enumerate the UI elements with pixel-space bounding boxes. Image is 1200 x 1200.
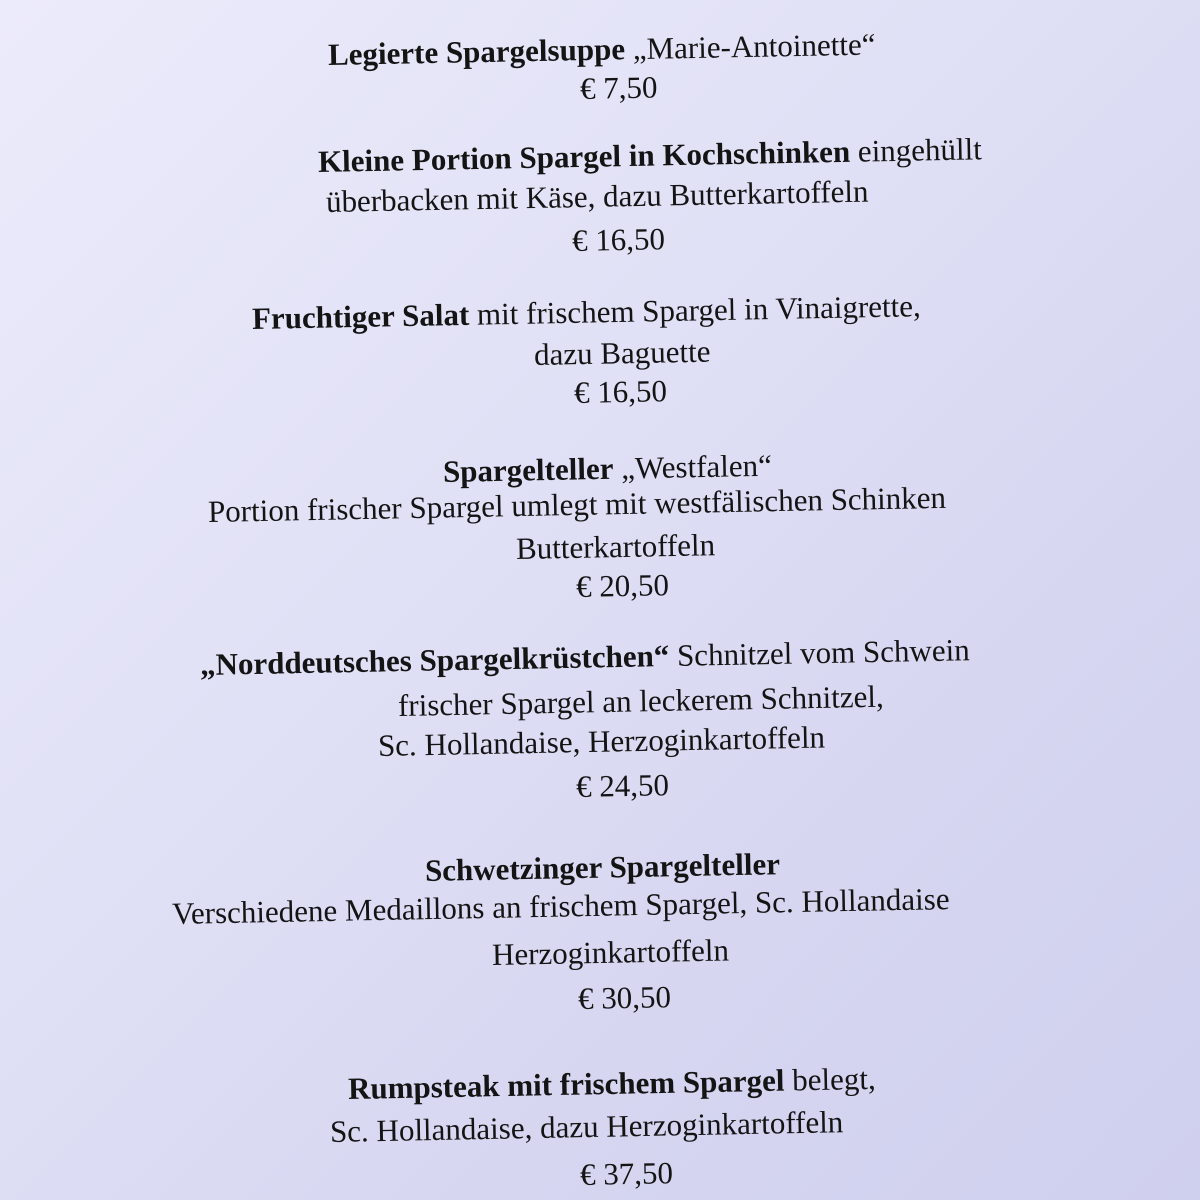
menu-line — [328, 25, 876, 74]
menu-line — [425, 845, 781, 890]
menu-line — [578, 978, 672, 1018]
dish-description: Sc. Hollandaise, dazu Herzoginkartoffeln — [329, 1104, 844, 1149]
menu-line — [572, 220, 666, 260]
menu-line — [172, 880, 950, 933]
menu-line — [580, 1154, 674, 1194]
dish-description: mit frischem Spargel in Vinaigrette, — [468, 288, 922, 332]
dish-name: Legierte Spargelsuppe — [327, 31, 626, 72]
dish-description: eingehüllt — [849, 131, 983, 169]
dish-description: dazu Baguette — [533, 333, 711, 372]
dish-description: überbacken mit Käse, dazu Butterkartoffeln — [325, 173, 869, 219]
menu-line — [252, 287, 921, 338]
menu-line — [318, 130, 983, 181]
menu-line — [516, 526, 716, 568]
menu-line — [348, 1060, 876, 1108]
dish-price: € 20,50 — [575, 567, 670, 604]
dish-description: Schnitzel vom Schwein — [668, 632, 971, 673]
menu-line — [330, 1103, 844, 1151]
menu-line — [576, 566, 670, 606]
dish-description: „Westfalen“ — [613, 447, 773, 486]
dish-name: Kleine Portion Spargel in Kochschinken — [317, 133, 851, 179]
menu-line — [574, 372, 668, 412]
menu-line — [492, 931, 730, 974]
dish-description: frischer Spargel an leckerem Schnitzel, — [397, 678, 885, 723]
dish-description: belegt, — [784, 1060, 877, 1098]
dish-description: „Marie-Antoinette“ — [624, 26, 876, 67]
dish-description: Sc. Hollandaise, Herzoginkartoffeln — [377, 719, 826, 763]
dish-name: Spargelteller — [442, 450, 614, 489]
menu-line — [576, 766, 670, 806]
menu-line — [580, 69, 658, 108]
menu-line — [326, 173, 869, 221]
dish-price: € 30,50 — [577, 979, 672, 1016]
dish-price: € 7,50 — [579, 69, 658, 106]
dish-name: „Norddeutsches Spargelkrüstchen“ — [199, 637, 670, 682]
dish-name: Schwetzinger Spargelteller — [424, 846, 781, 888]
dish-description: Butterkartoffeln — [515, 527, 716, 566]
dish-price: € 16,50 — [573, 373, 668, 410]
menu-line — [200, 631, 970, 684]
dish-price: € 37,50 — [579, 1155, 674, 1192]
dish-price: € 16,50 — [571, 221, 666, 258]
menu-line — [534, 333, 711, 374]
dish-price: € 24,50 — [575, 767, 670, 804]
dish-name: Rumpsteak mit frischem Spargel — [347, 1062, 785, 1106]
dish-description: Herzoginkartoffeln — [491, 932, 730, 972]
dish-name: Fruchtiger Salat — [251, 296, 470, 336]
menu-line — [208, 479, 947, 531]
dish-description: Verschiedene Medaillons an frischem Spargel, Sc. Hollandaise — [171, 881, 950, 931]
dish-description: Portion frischer Spargel umlegt mit westfälischen Schinken — [207, 479, 947, 529]
menu-line — [378, 718, 826, 765]
